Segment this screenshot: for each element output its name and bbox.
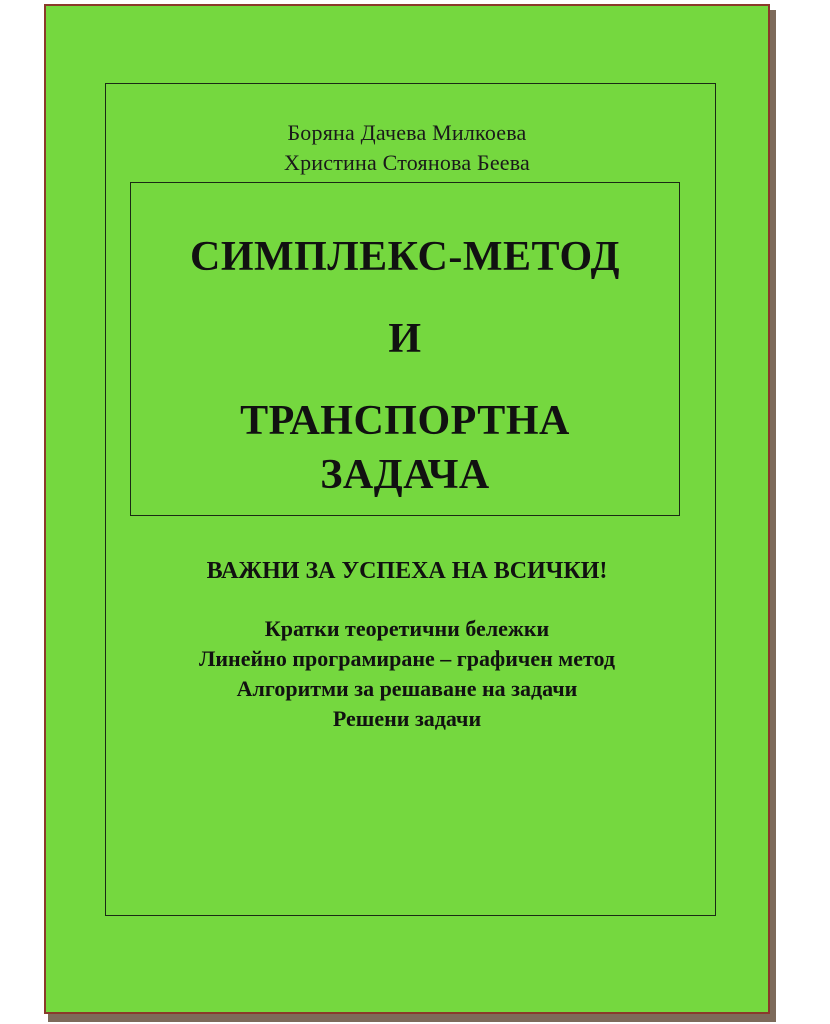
author-name: Христина Стоянова Беева xyxy=(283,150,531,175)
slogan: ВАЖНИ ЗА УСПЕХА НА ВСИЧКИ! xyxy=(206,558,608,584)
book-cover xyxy=(44,4,770,1014)
title-box xyxy=(130,182,680,516)
title-line: СИМПЛЕКС-МЕТОД xyxy=(190,234,620,280)
author-name: Боряна Дачева Милкоева xyxy=(287,120,527,145)
topic-item: Кратки теоретични бележки xyxy=(264,616,550,641)
topic-item: Решени задачи xyxy=(332,706,482,731)
topic-item: Алгоритми за решаване на задачи xyxy=(236,676,578,701)
topic-item: Линейно програмиране – графичен метод xyxy=(198,646,616,671)
title-line: ТРАНСПОРТНА xyxy=(240,398,570,444)
title-line: И xyxy=(388,316,422,362)
topics-list xyxy=(46,614,768,734)
title-line: ЗАДАЧА xyxy=(320,452,490,498)
